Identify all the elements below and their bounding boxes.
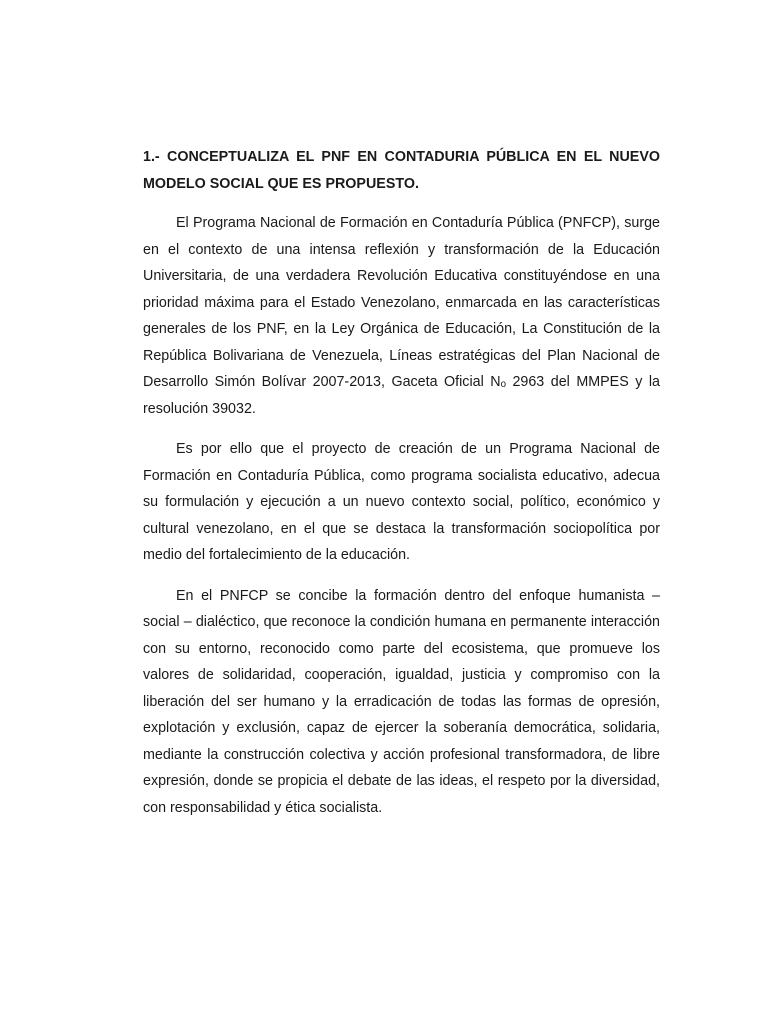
paragraph-3: En el PNFCP se concibe la formación dentro del enfoque humanista – social – dialéctico, que reconoce la condición humana en permanente interacción con su entorno, reconocido como parte del ecosistema, que promueve los valores de solidaridad, cooperación, igualdad, justicia y compromiso con la liberación del ser humano y la erradicación de todas las formas de opresión, explotación y exclusión, capaz de ejercer la soberanía democrática, solidaria, mediante la construcción colectiva y acción profesional transformadora, de libre expresión, donde se propicia el debate de las ideas, el respeto por la diversidad, con responsabilidad y ética socialista. (143, 587, 660, 816)
section-heading: 1.- CONCEPTUALIZA EL PNF EN CONTADURIA PÚBLICA EN EL NUEVO MODELO SOCIAL QUE ES PROPUESTO. (143, 149, 660, 192)
paragraph-2: Es por ello que el proyecto de creación de un Programa Nacional de Formación en Contaduría Pública, como programa socialista educativo, adecua su formulación y ejecución a un nuevo contexto social, político, económico y cultural venezolano, en el que se destaca la transformación sociopolítica por medio del fortalecimiento de la educación. (143, 441, 660, 563)
document-body (143, 144, 660, 835)
paragraph-1: El Programa Nacional de Formación en Contaduría Pública (PNFCP), surge en el contexto de una intensa reflexión y transformación de la Educación Universitaria, de una verdadera Revolución Educativa constituyéndose en una prioridad máxima para el Estado Venezolano, enmarcada en las características generales de los PNF, en la Ley Orgánica de Educación, La Constitución de la República Bolivariana de Venezuela, Líneas estratégicas del Plan Nacional de Desarrollo Simón Bolívar 2007-2013, Gaceta Oficial Nₒ 2963 del MMPES y la resolución 39032. (143, 215, 660, 417)
